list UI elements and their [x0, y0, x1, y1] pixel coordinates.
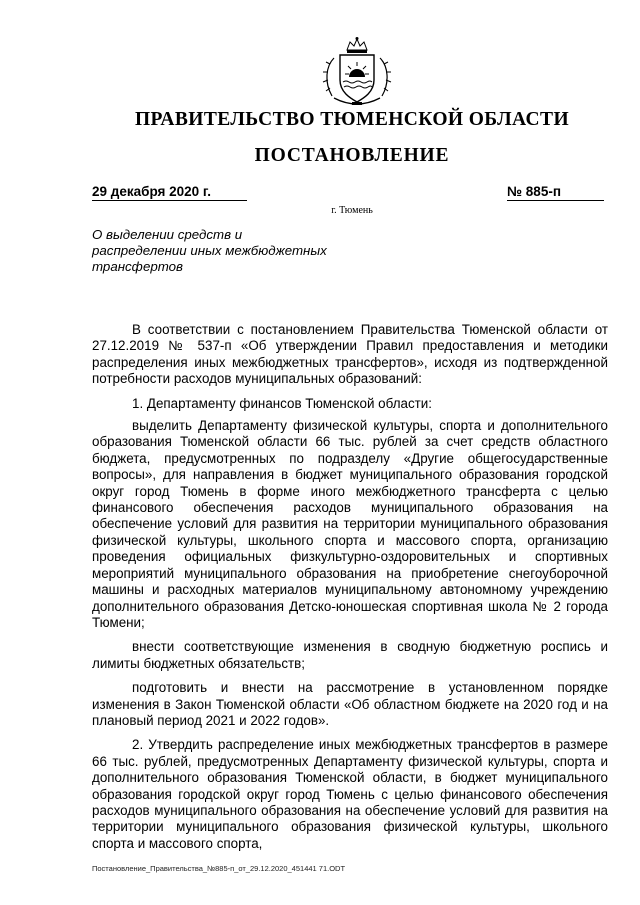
document-subject: О выделении средств и распределении иных межбюджетных трансфертов	[92, 227, 327, 274]
issue-city: г. Тюмень	[331, 205, 373, 216]
paragraph-law-amendment: подготовить и внести на рассмотрение в установленном порядке изменения в Закон Тюменской области «Об областном бюджете на 2020 год и на плановый период 2021 и 2022 годов».	[92, 680, 608, 728]
paragraph-item-1: 1. Департаменту финансов Тюменской области:	[132, 395, 432, 411]
organization-title: ПРАВИТЕЛЬСТВО ТЮМЕНСКОЙ ОБЛАСТИ	[134, 109, 570, 130]
coat-of-arms-icon	[312, 36, 402, 108]
document-body	[92, 322, 608, 860]
document-number: № 885-п	[507, 184, 604, 201]
document-type: ПОСТАНОВЛЕНИЕ	[254, 145, 450, 166]
paragraph-preamble: В соответствии с постановлением Правительства Тюменской области от 27.12.2019 № 537-п «Об утверждении Правил предоставления и методики распределения иных межбюджетных трансфертов», исходя из подтвержденной потребности расходов муниципальных образований:	[92, 322, 608, 387]
paragraph-item-2: 2. Утвердить распределение иных межбюджетных трансфертов в размере 66 тыс. рублей, предусмотренных Департаменту физической культуры, спорта и дополнительного образования Тюменской области, в бюджет муниципального образования городской округ город Тюмень с целью финансового обеспечения расходов муниципального образования на обеспечение условий для развития на территории муниципального образования физической культуры, школьного спорта и массового спорта,	[92, 737, 608, 851]
document-date: 29 декабря 2020 г.	[92, 184, 247, 201]
paragraph-allocate: выделить Департаменту физической культуры, спорта и дополнительного образования Тюменской области 66 тыс. рублей за счет средств областного бюджета, предусмотренных по подразделу «Другие общегосударственные вопросы», для направления в бюджет муниципального образования городской округ город Тюмень в форме иного межбюджетного трансферта с целью финансового обеспечения расходов муниципального образования на обеспечение условий для развития на территории муниципального образования физической культуры, школьного спорта и массового спорта, организацию проведения официальных физкультурно-оздоровительных и спортивных мероприятий муниципального образования на приобретение снегоуборочной машины и расходных материалов муниципальному автономному учреждению дополнительного образования Детско-юношеская спортивная школа № 2 города Тюмени;	[92, 418, 608, 630]
paragraph-changes: внести соответствующие изменения в сводную бюджетную роспись и лимиты бюджетных обязательств;	[92, 639, 608, 671]
file-footer: Постановление_Правительства_№885-п_от_29.12.2020_451441 71.ODT	[92, 864, 346, 873]
